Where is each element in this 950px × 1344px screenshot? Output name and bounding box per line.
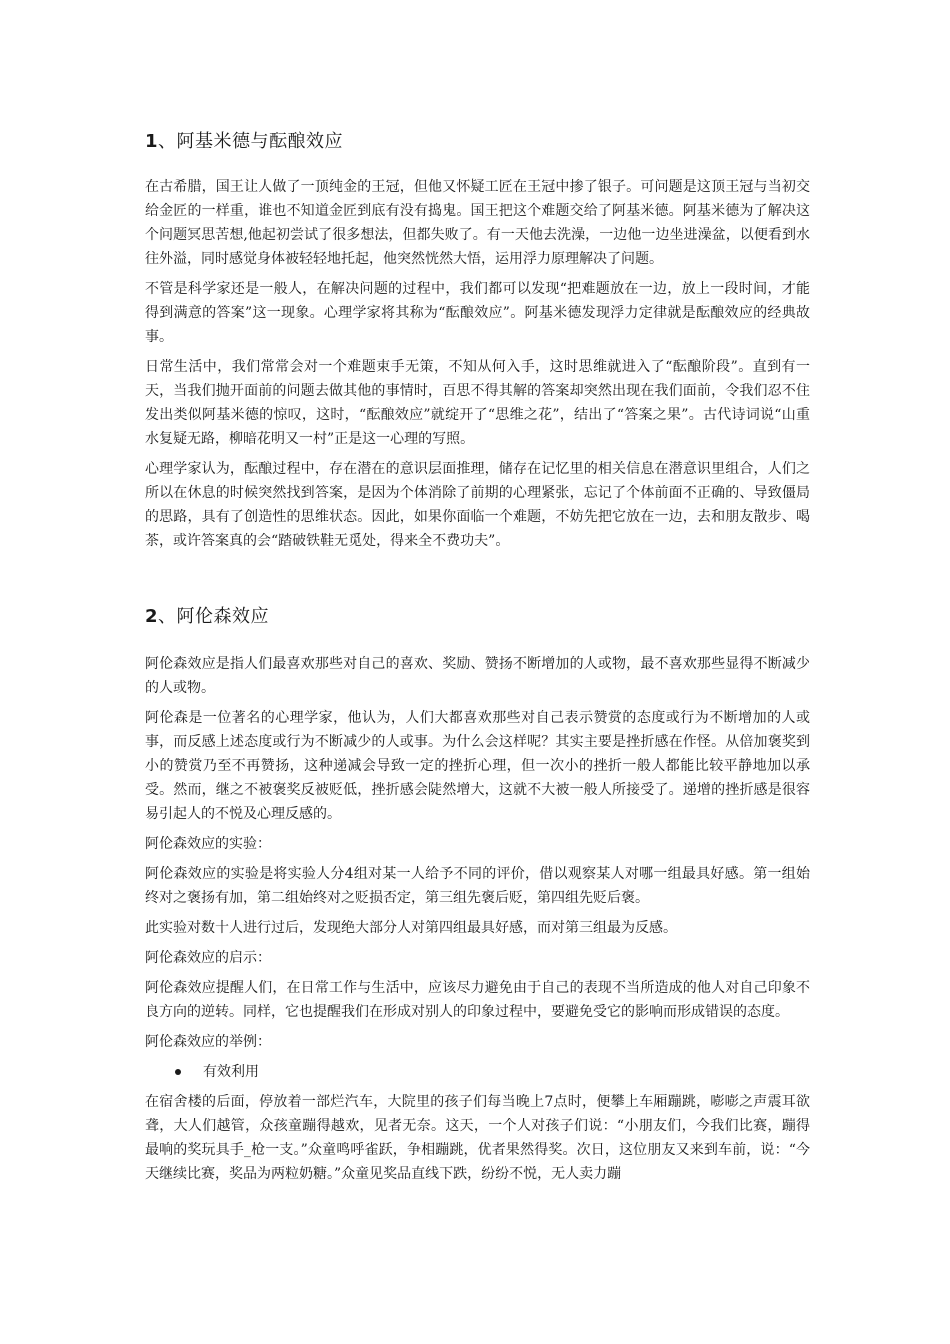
paragraph: 阿伦森效应的启示： — [145, 950, 271, 966]
paragraph: 心理学家认为，酝酿过程中，存在潜在的意识层面推理，储存在记忆里的相关信息在潜意识里组合，人们之所以在休息的时候突然找到答案，是因为个体消除了前期的心理紧张，忘记了个体前面不正确的、导致僵局的思路，具有了创造性的思维状态。因此，如果你面临一个难题，不妨先把它放在一边，去和朋友散步、喝茶，或许答案真的会“踏破铁鞋无觅处，得来全不费功夫”。 — [145, 461, 810, 549]
paragraph: 阿伦森效应的实验是将实验人分4组对某一人给予不同的评价，借以观察某人对哪一组最具好感。第一组始终对之褒扬有加，第二组始终对之贬损否定，第三组先褒后贬，第四组先贬后褒。 — [145, 866, 810, 906]
paragraph: 阿伦森效应的举例： — [145, 1034, 271, 1050]
paragraph: 阿伦森是一位著名的心理学家，他认为，人们大都喜欢那些对自己表示赞赏的态度或行为不断增加的人或事，而反感上述态度或行为不断减少的人或事。为什么会这样呢？其实主要是挫折感在作怪。从倍加褒奖到小的赞赏乃至不再赞扬，这种递减会导致一定的挫折心理，但一次小的挫折一般人都能比较平静地加以承受。然而，继之不被褒奖反被贬低，挫折感会陡然增大，这就不大被一般人所接受了。递增的挫折感是很容易引起人的不悦及心理反感的。 — [145, 710, 810, 822]
paragraph: 此实验对数十人进行过后，发现绝大部分人对第四组最具好感，而对第三组最为反感。 — [145, 920, 677, 936]
section-number: 2 — [145, 606, 159, 627]
section-heading-1 — [145, 127, 343, 153]
section-body-2 — [145, 652, 810, 1192]
paragraph: 在宿舍楼的后面，停放着一部烂汽车，大院里的孩子们每当晚上7点时，便攀上车厢蹦跳，嘭嘭之声震耳欲聋，大人们越管，众孩童蹦得越欢，见者无奈。这天，一个人对孩子们说：“小朋友们，今我们比赛，蹦得最响的奖玩具手_枪一支。”众童鸣呼雀跃，争相蹦跳，优者果然得奖。次日，这位朋友又来到车前，说：“今天继续比赛，奖品为两粒奶糖。”众童见奖品直线下跌，纷纷不悦，无人卖力蹦 — [145, 1094, 810, 1182]
paragraph: 不管是科学家还是一般人，在解决问题的过程中，我们都可以发现“把难题放在一边，放上一段时间，才能得到满意的答案”这一现象。心理学家将其称为“酝酿效应”。阿基米德发现浮力定律就是酝酿效应的经典故事。 — [145, 281, 810, 345]
section-heading-2 — [145, 602, 269, 628]
section-number: 1 — [145, 131, 159, 152]
section-title: 、阿基米德与酝酿效应 — [158, 131, 344, 152]
paragraph: 阿伦森效应是指人们最喜欢那些对自己的喜欢、奖励、赞扬不断增加的人或物，最不喜欢那些显得不断减少的人或物。 — [145, 656, 810, 696]
paragraph: 阿伦森效应提醒人们，在日常工作与生活中，应该尽力避免由于自己的表现不当所造成的他人对自己印象不良方向的逆转。同样，它也提醒我们在形成对别人的印象过程中，要避免受它的影响而形成错误的态度。 — [145, 980, 810, 1020]
paragraph: 阿伦森效应的实验： — [145, 836, 271, 852]
paragraph: 日常生活中，我们常常会对一个难题束手无策，不知从何入手，这时思维就进入了“酝酿阶段”。直到有一天，当我们抛开面前的问题去做其他的事情时，百思不得其解的答案却突然出现在我们面前，令我们忍不住发出类似阿基米德的惊叹，这时，“酝酿效应”就绽开了“思维之花”，结出了“答案之果”。古代诗词说“山重水复疑无路，柳暗花明又一村”正是这一心理的写照。 — [145, 359, 810, 447]
paragraph: 在古希腊，国王让人做了一顶纯金的王冠，但他又怀疑工匠在王冠中掺了银子。可问题是这顶王冠与当初交给金匠的一样重，谁也不知道金匠到底有没有捣鬼。国王把这个难题交给了阿基米德。阿基米德为了解决这个问题冥思苦想,他起初尝试了很多想法，但都失败了。有一天他去洗澡，一边他一边坐进澡盆，以便看到水往外溢，同时感觉身体被轻轻地托起，他突然恍然大悟，运用浮力原理解决了问题。 — [145, 179, 810, 267]
bullet-item — [145, 1060, 810, 1084]
bullet-dot-icon — [175, 1069, 181, 1075]
bullet-text: 有效利用 — [203, 1064, 259, 1080]
section-body-1 — [145, 175, 810, 559]
section-title: 、阿伦森效应 — [158, 606, 270, 627]
